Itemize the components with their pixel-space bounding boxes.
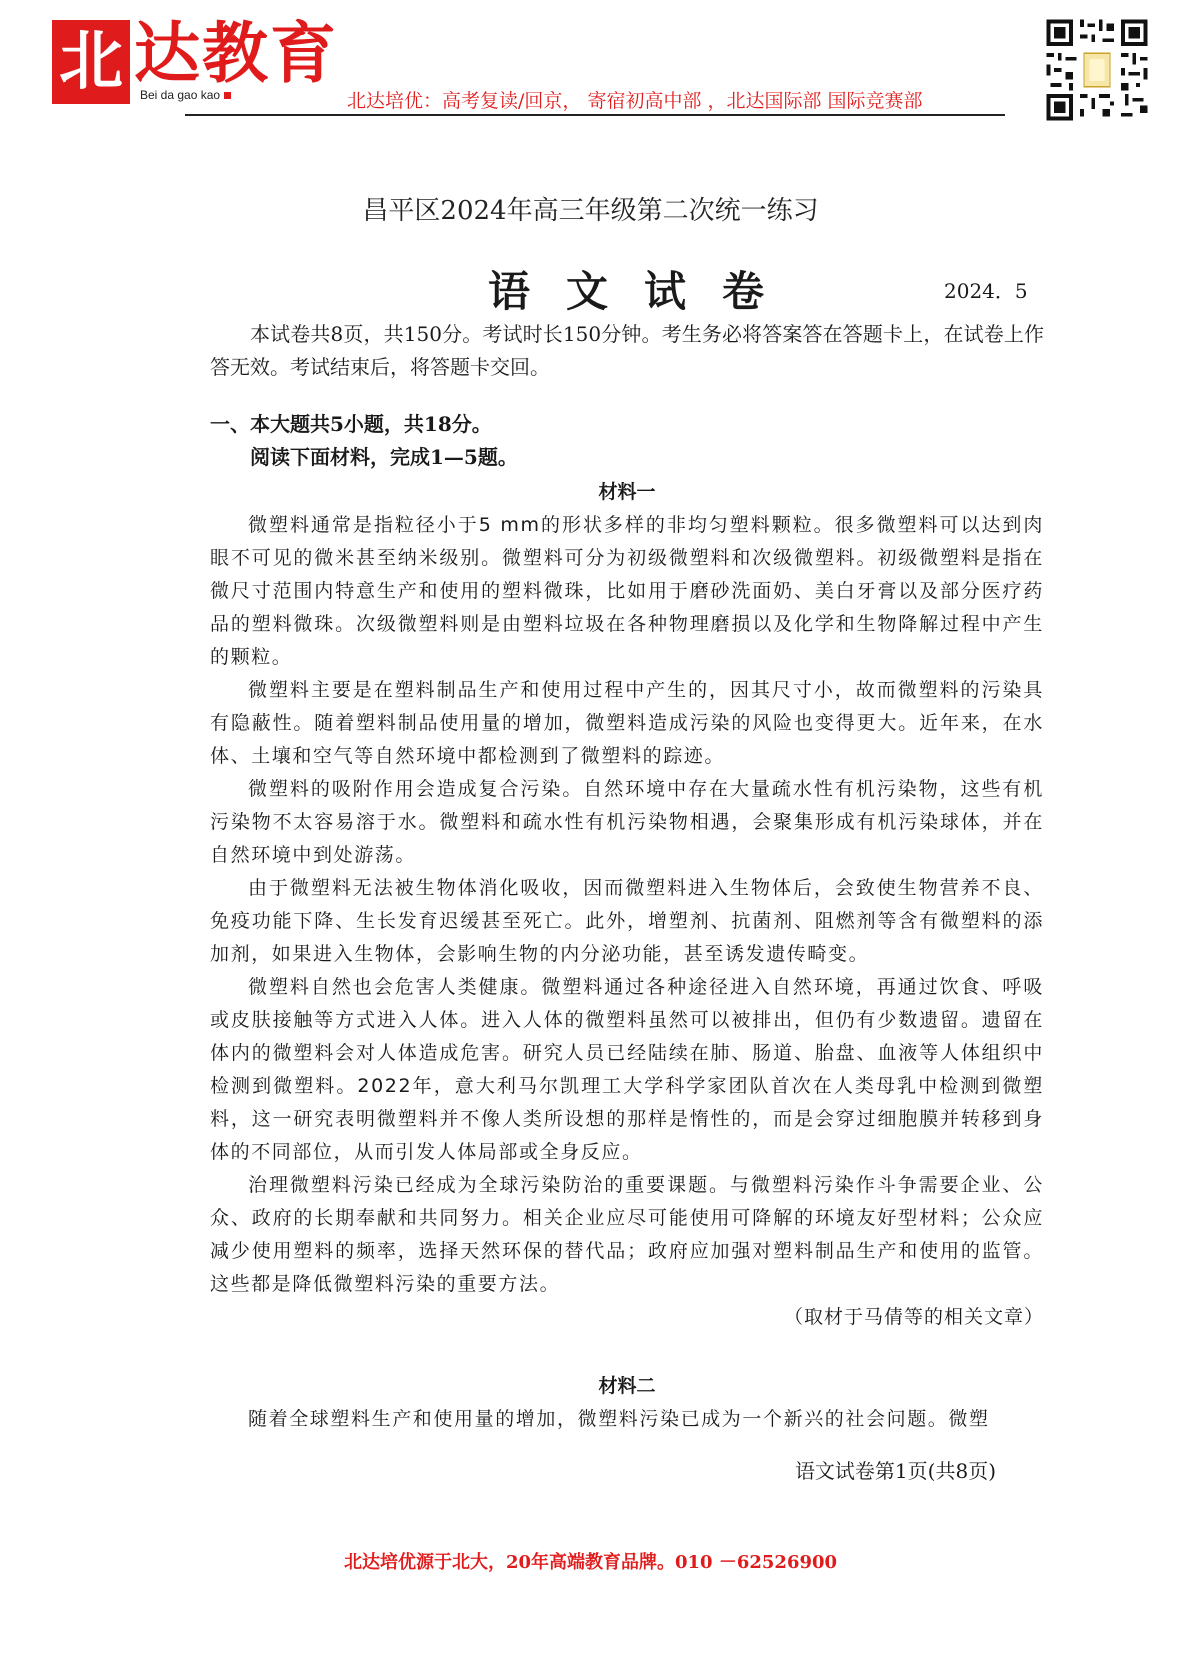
material-1-source: （取材于马倩等的相关文章） — [783, 1306, 1044, 1328]
header-slogan: 北达培优：高考复读/回京， 寄宿初高中部 ，北达国际部 国际竞赛部 — [347, 90, 923, 112]
page-number: 语文试卷第1页(共8页) — [794, 1459, 996, 1483]
brand-dot — [224, 92, 231, 99]
section-instruction: 阅读下面材料，完成1—5题。 — [250, 445, 518, 469]
exam-title: 语文试卷 — [488, 267, 801, 316]
brand-pinyin — [140, 88, 231, 102]
material-1-paragraph: 治理微塑料污染已经成为全球污染防治的重要课题。与微塑料污染作斗争需要企业、公众、政府的长期奉献和共同努力。相关企业应尽可能使用可降解的环境友好型材料；公众应减少使用塑料的频率，选择天然环保的替代品；政府应加强对塑料制品生产和使用的监管。这些都是降低微塑料污染的重要方法。 — [210, 1174, 1044, 1295]
material-1-paragraph: 微塑料的吸附作用会造成复合污染。自然环境中存在大量疏水性有机污染物，这些有机污染物不太容易溶于水。微塑料和疏水性有机污染物相遇，会聚集形成有机污染球体，并在自然环境中到处游荡。 — [210, 778, 1044, 866]
brand-logo: 北 — [52, 20, 130, 104]
exam-intro: 本试卷共8页，共150分。考试时长150分钟。考生务必将答案答在答题卡上，在试卷上作答无效。考试结束后，将答题卡交回。 — [210, 322, 1044, 379]
qr-code-icon — [1043, 16, 1151, 124]
header-divider — [185, 114, 1005, 116]
exam-subtitle: 昌平区2024年高三年级第二次统一练习 — [362, 196, 819, 226]
brand-pinyin-text: Bei da gao kao — [140, 88, 221, 102]
material-1-paragraph: 微塑料主要是在塑料制品生产和使用过程中产生的，因其尺寸小，故而微塑料的污染具有隐蔽性。随着塑料制品使用量的增加，微塑料造成污染的风险也变得更大。近年来，在水体、土壤和空气等自然环境中都检测到了微塑料的踪迹。 — [210, 679, 1044, 767]
material-2-paragraph: 随着全球塑料生产和使用量的增加，微塑料污染已成为一个新兴的社会问题。微塑 — [248, 1408, 990, 1430]
footer-ad: 北达培优源于北大，20年高端教育品牌。010 －62526900 — [343, 1552, 838, 1573]
material-1-paragraph: 由于微塑料无法被生物体消化吸收，因而微塑料进入生物体后，会致使生物营养不良、免疫功能下降、生长发育迟缓甚至死亡。此外，增塑剂、抗菌剂、阻燃剂等含有微塑料的添加剂，如果进入生物体，会影响生物的内分泌功能，甚至诱发遗传畸变。 — [210, 877, 1044, 965]
spacer — [210, 1334, 1044, 1368]
material-1-title: 材料一 — [598, 481, 656, 503]
exam-content — [210, 318, 1044, 1436]
material-1-paragraph: 微塑料通常是指粒径小于5 mm的形状多样的非均匀塑料颗粒。很多微塑料可以达到肉眼不可见的微米甚至纳米级别。微塑料可分为初级微塑料和次级微塑料。初级微塑料是指在微尺寸范围内特意生产和使用的塑料微珠，比如用于磨砂洗面奶、美白牙膏以及部分医疗药品的塑料微珠。次级微塑料则是由塑料垃圾在各种物理磨损以及化学和生物降解过程中产生的颗粒。 — [210, 514, 1044, 668]
material-1-paragraph: 微塑料自然也会危害人类健康。微塑料通过各种途径进入自然环境，再通过饮食、呼吸或皮肤接触等方式进入人体。进入人体的微塑料虽然可以被排出，但仍有少数遗留。遗留在体内的微塑料会对人体造成危害。研究人员已经陆续在肺、肠道、胎盘、血液等人体组织中检测到微塑料。2022年，意大利马尔凯理工大学科学家团队首次在人类母乳中检测到微塑料，这一研究表明微塑料并不像人类所设想的那样是惰性的，而是会穿过细胞膜并转移到身体的不同部位，从而引发人体局部或全身反应。 — [210, 976, 1044, 1163]
material-2-title: 材料二 — [598, 1375, 656, 1397]
brand-name: 达教育 — [134, 14, 338, 92]
exam-date: 2024．5 — [944, 279, 1028, 303]
section-heading: 一、本大题共5小题，共18分。 — [210, 412, 492, 436]
